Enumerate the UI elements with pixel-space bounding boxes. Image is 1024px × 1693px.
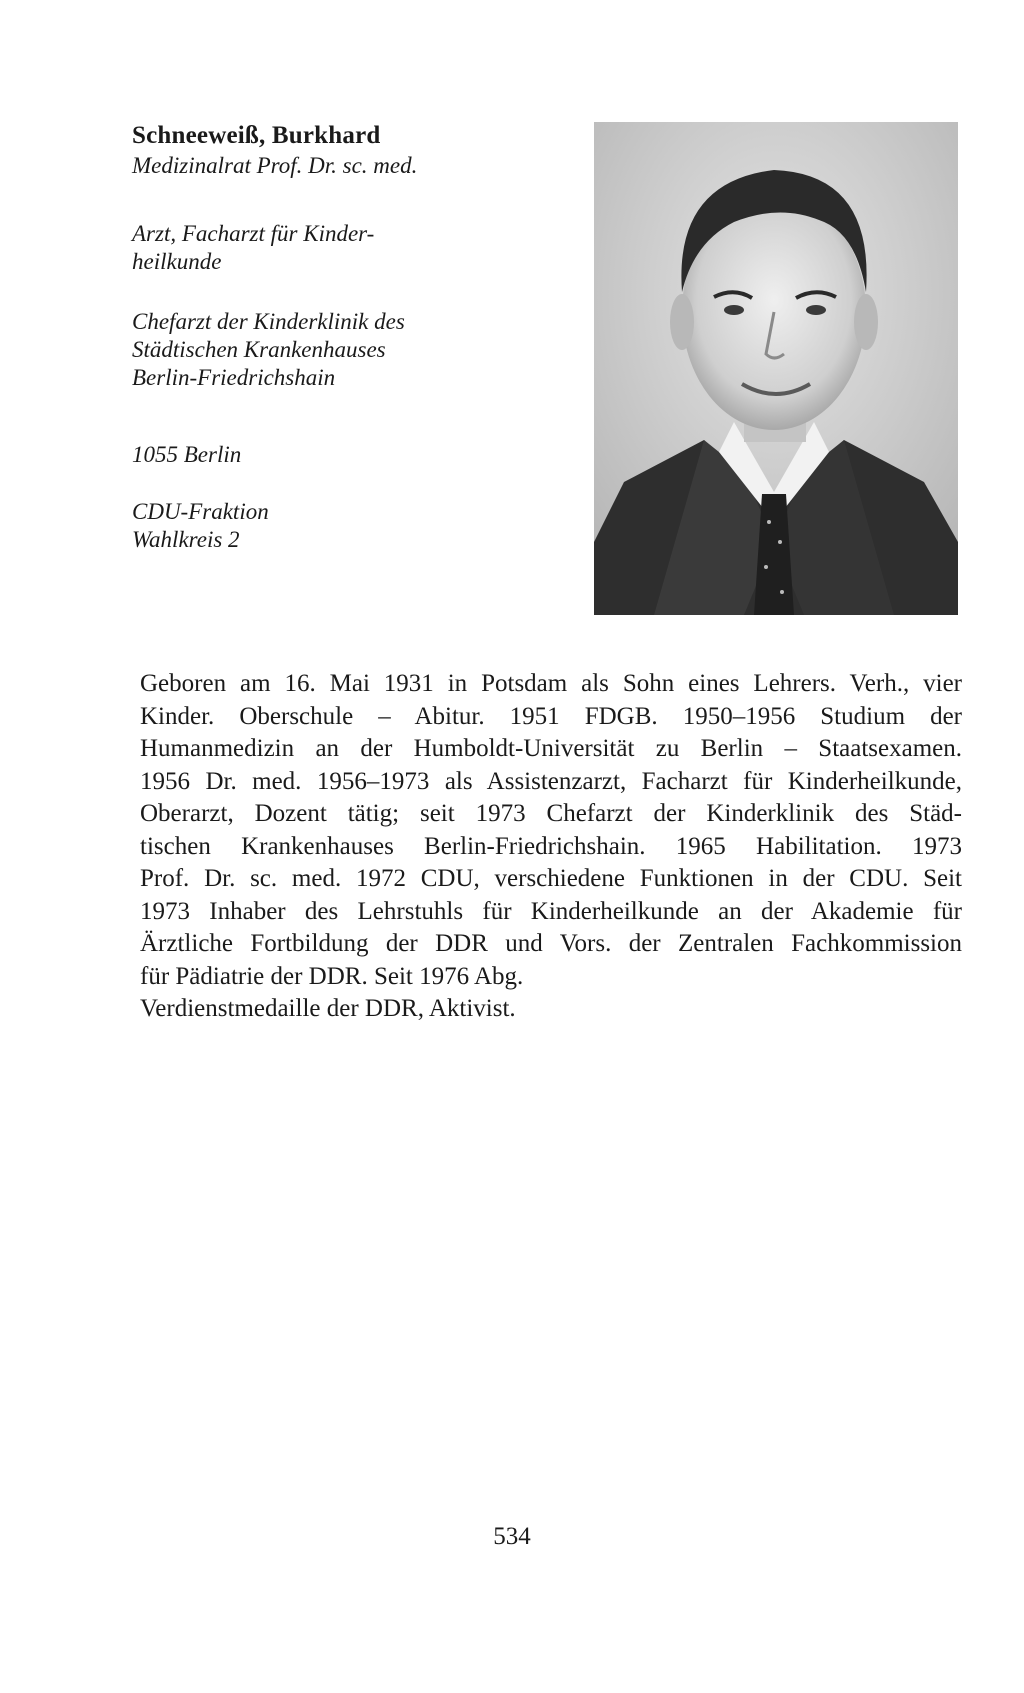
biography-line: Kinder. Oberschule – Abitur. 1951 FDGB. 1950–1956 Studium der [140,702,962,730]
biography-line: Ärztliche Fortbildung der DDR und Vors. der Zentralen Fachkommission [140,930,962,957]
biography-line: Verdienstmedaille der DDR, Aktivist. [140,995,516,1022]
portrait-illustration [594,122,958,615]
profession [132,220,432,276]
party-line: Wahlkreis 2 [132,527,240,552]
position [132,308,452,392]
profession-line: heilkunde [132,249,222,274]
position-line: Berlin-Friedrichshain [132,365,336,390]
party-line: CDU-Fraktion [132,499,269,524]
city: 1055 Berlin [132,442,242,467]
person-title: Medizinalrat Prof. Dr. sc. med. [132,153,418,178]
biography-line: Prof. Dr. sc. med. 1972 CDU, verschiedene Funktionen in der CDU. Seit [140,865,962,892]
portrait-photo [594,122,958,615]
person-name: Schneeweiß, Burkhard [132,122,381,149]
position-line: Städtischen Krankenhauses [132,337,386,362]
biography-line: Geboren am 16. Mai 1931 in Potsdam als Sohn eines Lehrers. Verh., vier [140,670,962,697]
biography-line: Humanmedizin an der Humboldt-Universität zu Berlin – Staatsexamen. [140,735,962,762]
position-line: Chefarzt der Kinderklinik des [132,309,405,334]
page-number: 534 [493,1523,531,1550]
party-info [132,498,269,554]
profession-line: Arzt, Facharzt für Kinder- [132,221,375,246]
biography-line: 1956 Dr. med. 1956–1973 als Assistenzarzt, Facharzt für Kinderheilkunde, [140,767,962,795]
biography [140,668,962,1026]
biography-line: tischen Krankenhauses Berlin-Friedrichshain. 1965 Habilitation. 1973 [140,832,962,860]
biography-line: für Pädiatrie der DDR. Seit 1976 Abg. [140,962,524,990]
biography-line: 1973 Inhaber des Lehrstuhls für Kinderheilkunde an der Akademie für [140,897,962,925]
biography-line: Oberarzt, Dozent tätig; seit 1973 Chefarzt der Kinderklinik des Städ- [140,800,962,827]
